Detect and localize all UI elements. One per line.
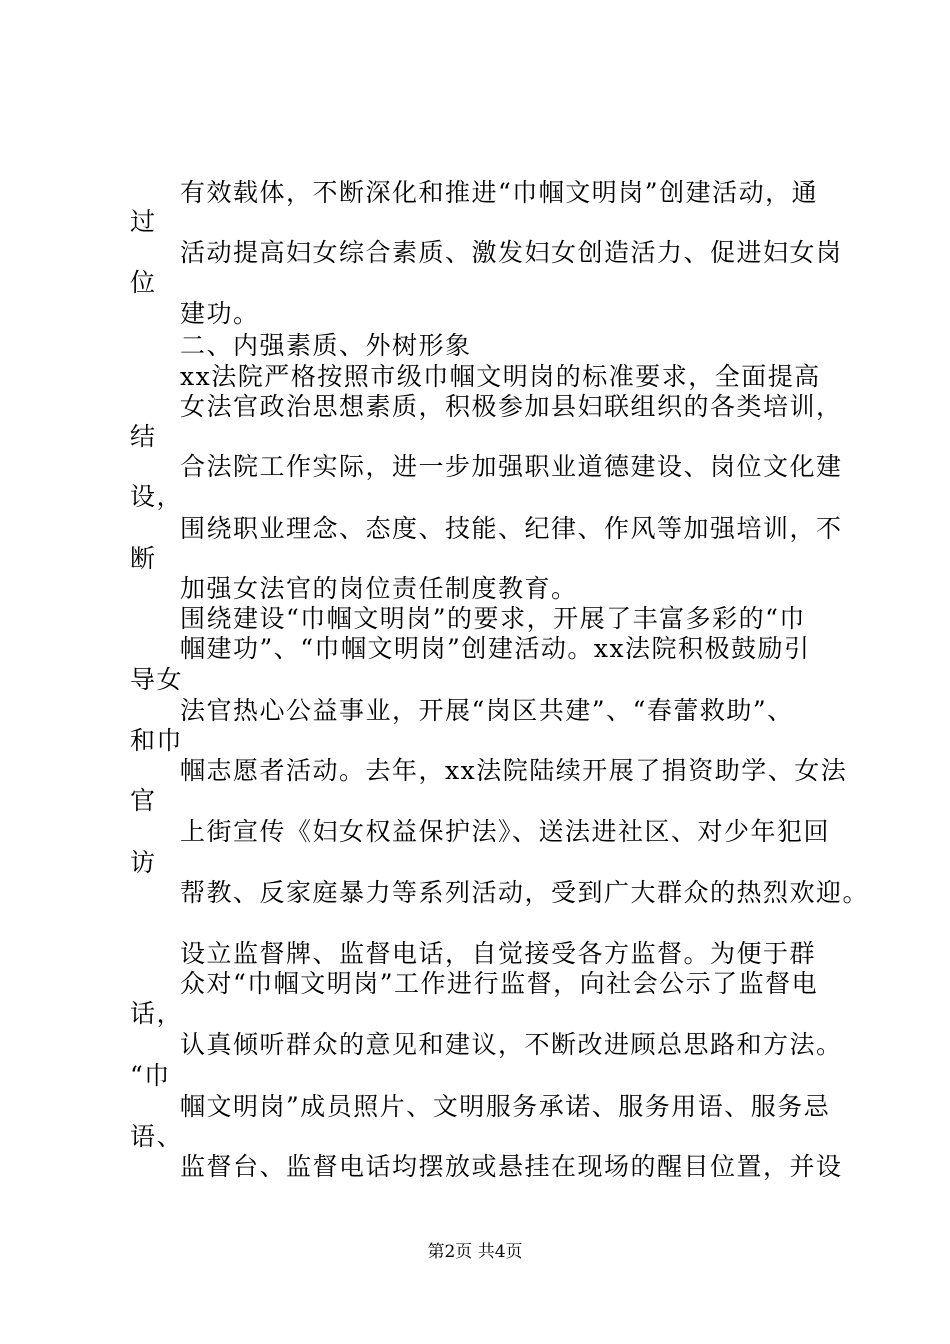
text-line: 设立监督牌、监督电话，自觉接受各方监督。为便于群 <box>180 939 817 968</box>
text-line: 认真倾听群众的意见和建议，不断改进顾总思路和方法。 <box>180 1030 843 1059</box>
text-line: 活动提高妇女综合素质、激发妇女创造活力、促进妇女岗 <box>180 238 843 267</box>
text-line: 断 <box>130 544 157 573</box>
text-line: 合法院工作实际，进一步加强职业道德建设、岗位文化建 <box>180 452 843 481</box>
text-line: 导女 <box>130 665 184 694</box>
text-line: 监督台、监督电话均摆放或悬挂在现场的醒目位置，并设 <box>180 1152 843 1181</box>
text-line: 上街宣传《妇女权益保护法》、送法进社区、对少年犯回 <box>180 817 831 846</box>
text-line: 围绕建设“巾帼文明岗”的要求，开展了丰富多彩的“巾 <box>180 604 806 633</box>
text-line: 帼建功”、“巾帼文明岗”创建活动。xx法院积极鼓励引 <box>180 634 811 663</box>
text-line: 话， <box>130 999 184 1028</box>
text-line: 帼文明岗”成员照片、文明服务承诺、服务用语、服务忌 <box>180 1092 831 1121</box>
text-line: 建功。 <box>180 299 260 328</box>
text-line: xx法院严格按照市级巾帼文明岗的标准要求，全面提高 <box>180 362 821 391</box>
text-line: 帼志愿者活动。去年，xx法院陆续开展了捐资助学、女法 <box>180 756 848 785</box>
text-line: 设， <box>130 482 184 511</box>
text-line: 结 <box>130 422 157 451</box>
text-line: 法官热心公益事业，开展“岗区共建”、“春蕾救助”、 <box>180 696 794 725</box>
text-line: 语、 <box>130 1122 184 1151</box>
text-line: 有效载体，不断深化和推进“巾帼文明岗”创建活动，通 <box>180 178 819 207</box>
text-line: 女法官政治思想素质，积极参加县妇联组织的各类培训， <box>180 392 843 421</box>
text-line: “巾 <box>130 1061 171 1090</box>
text-line: 过 <box>130 207 157 236</box>
text-line: 位 <box>130 268 157 297</box>
text-line: 加强女法官的岗位责任制度教育。 <box>180 574 578 603</box>
text-line: 访 <box>130 848 157 877</box>
text-line: 众对“巾帼文明岗”工作进行监督，向社会公示了监督电 <box>180 969 819 998</box>
page-footer: 第2页 共4页 <box>427 1242 523 1262</box>
text-line: 官 <box>130 786 157 815</box>
text-line: 和巾 <box>130 726 184 755</box>
text-line: 帮教、反家庭暴力等系列活动，受到广大群众的热烈欢迎。 <box>180 878 870 907</box>
text-line: 围绕职业理念、态度、技能、纪律、作风等加强培训，不 <box>180 514 843 543</box>
section-heading: 二、内强素质、外树形象 <box>180 331 472 360</box>
